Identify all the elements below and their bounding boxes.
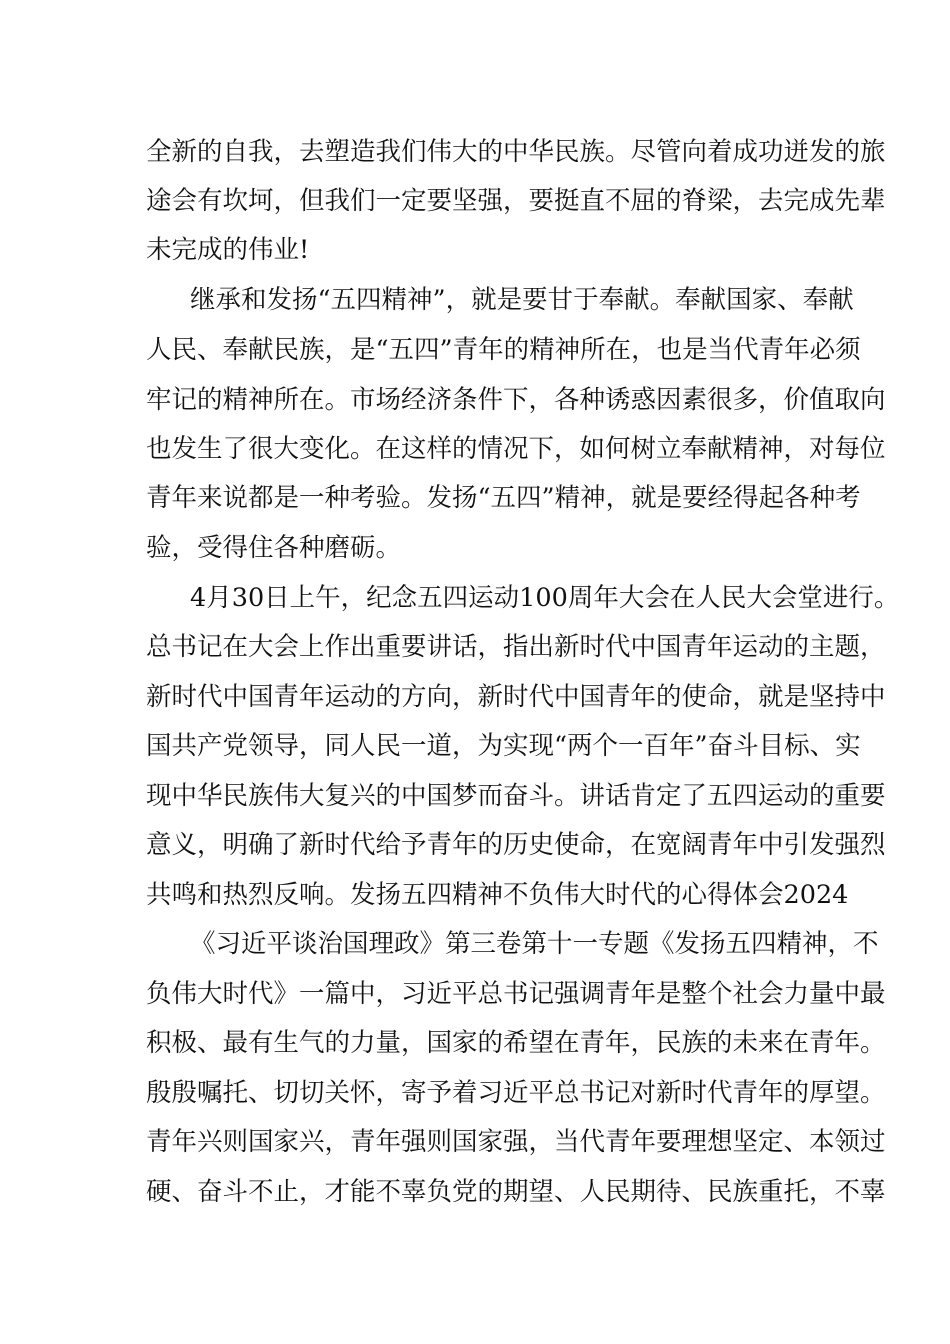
text-line: 青年兴则国家兴，青年强则国家强，当代青年要理想坚定、本领过: [146, 1127, 886, 1157]
text-line: 人民、奉献民族，是“五四”青年的精神所在，也是当代青年必须: [146, 335, 861, 365]
text-line: 《习近平谈治国理政》第三卷第十一专题《发扬五四精神，不: [190, 929, 879, 959]
text-line: 现中华民族伟大复兴的中国梦而奋斗。讲话肯定了五四运动的重要: [146, 781, 886, 811]
text-line: 殷殷嘱托、切切关怀，寄予着习近平总书记对新时代青年的厚望。: [146, 1078, 886, 1108]
text-line: 总书记在大会上作出重要讲话，指出新时代中国青年运动的主题，: [146, 632, 886, 662]
text-line: 积极、最有生气的力量，国家的希望在青年，民族的未来在青年。: [146, 1028, 886, 1058]
text-line: 途会有坎坷，但我们一定要坚强，要挺直不屈的脊梁，去完成先辈: [146, 186, 886, 216]
text-line: 未完成的伟业!: [146, 235, 310, 265]
text-line: 青年来说都是一种考验。发扬“五四”精神，就是要经得起各种考: [146, 483, 861, 513]
text-line: 新时代中国青年运动的方向，新时代中国青年的使命，就是坚持中: [146, 682, 886, 712]
text-line: 意义，明确了新时代给予青年的历史使命，在宽阔青年中引发强烈: [146, 830, 886, 860]
text-line: 国共产党领导，同人民一道，为实现“两个一百年”奋斗目标、实: [146, 731, 861, 761]
text-line: 4月30日上午，纪念五四运动100周年大会在人民大会堂进行。: [190, 583, 900, 613]
text-line: 牢记的精神所在。市场经济条件下，各种诱惑因素很多，价值取向: [146, 385, 886, 415]
text-line: 也发生了很大变化。在这样的情况下，如何树立奉献精神，对每位: [146, 434, 886, 464]
text-line: 继承和发扬“五四精神”，就是要甘于奉献。奉献国家、奉献: [190, 285, 854, 315]
text-line: 共鸣和热烈反响。发扬五四精神不负伟大时代的心得体会2024: [146, 880, 849, 910]
text-line: 硬、奋斗不止，才能不辜负党的期望、人民期待、民族重托，不辜: [146, 1177, 886, 1207]
text-line: 全新的自我，去塑造我们伟大的中华民族。尽管向着成功迸发的旅: [146, 137, 886, 167]
text-line: 负伟大时代》一篇中，习近平总书记强调青年是整个社会力量中最: [146, 979, 886, 1009]
text-line: 验，受得住各种磨砺。: [146, 533, 402, 563]
